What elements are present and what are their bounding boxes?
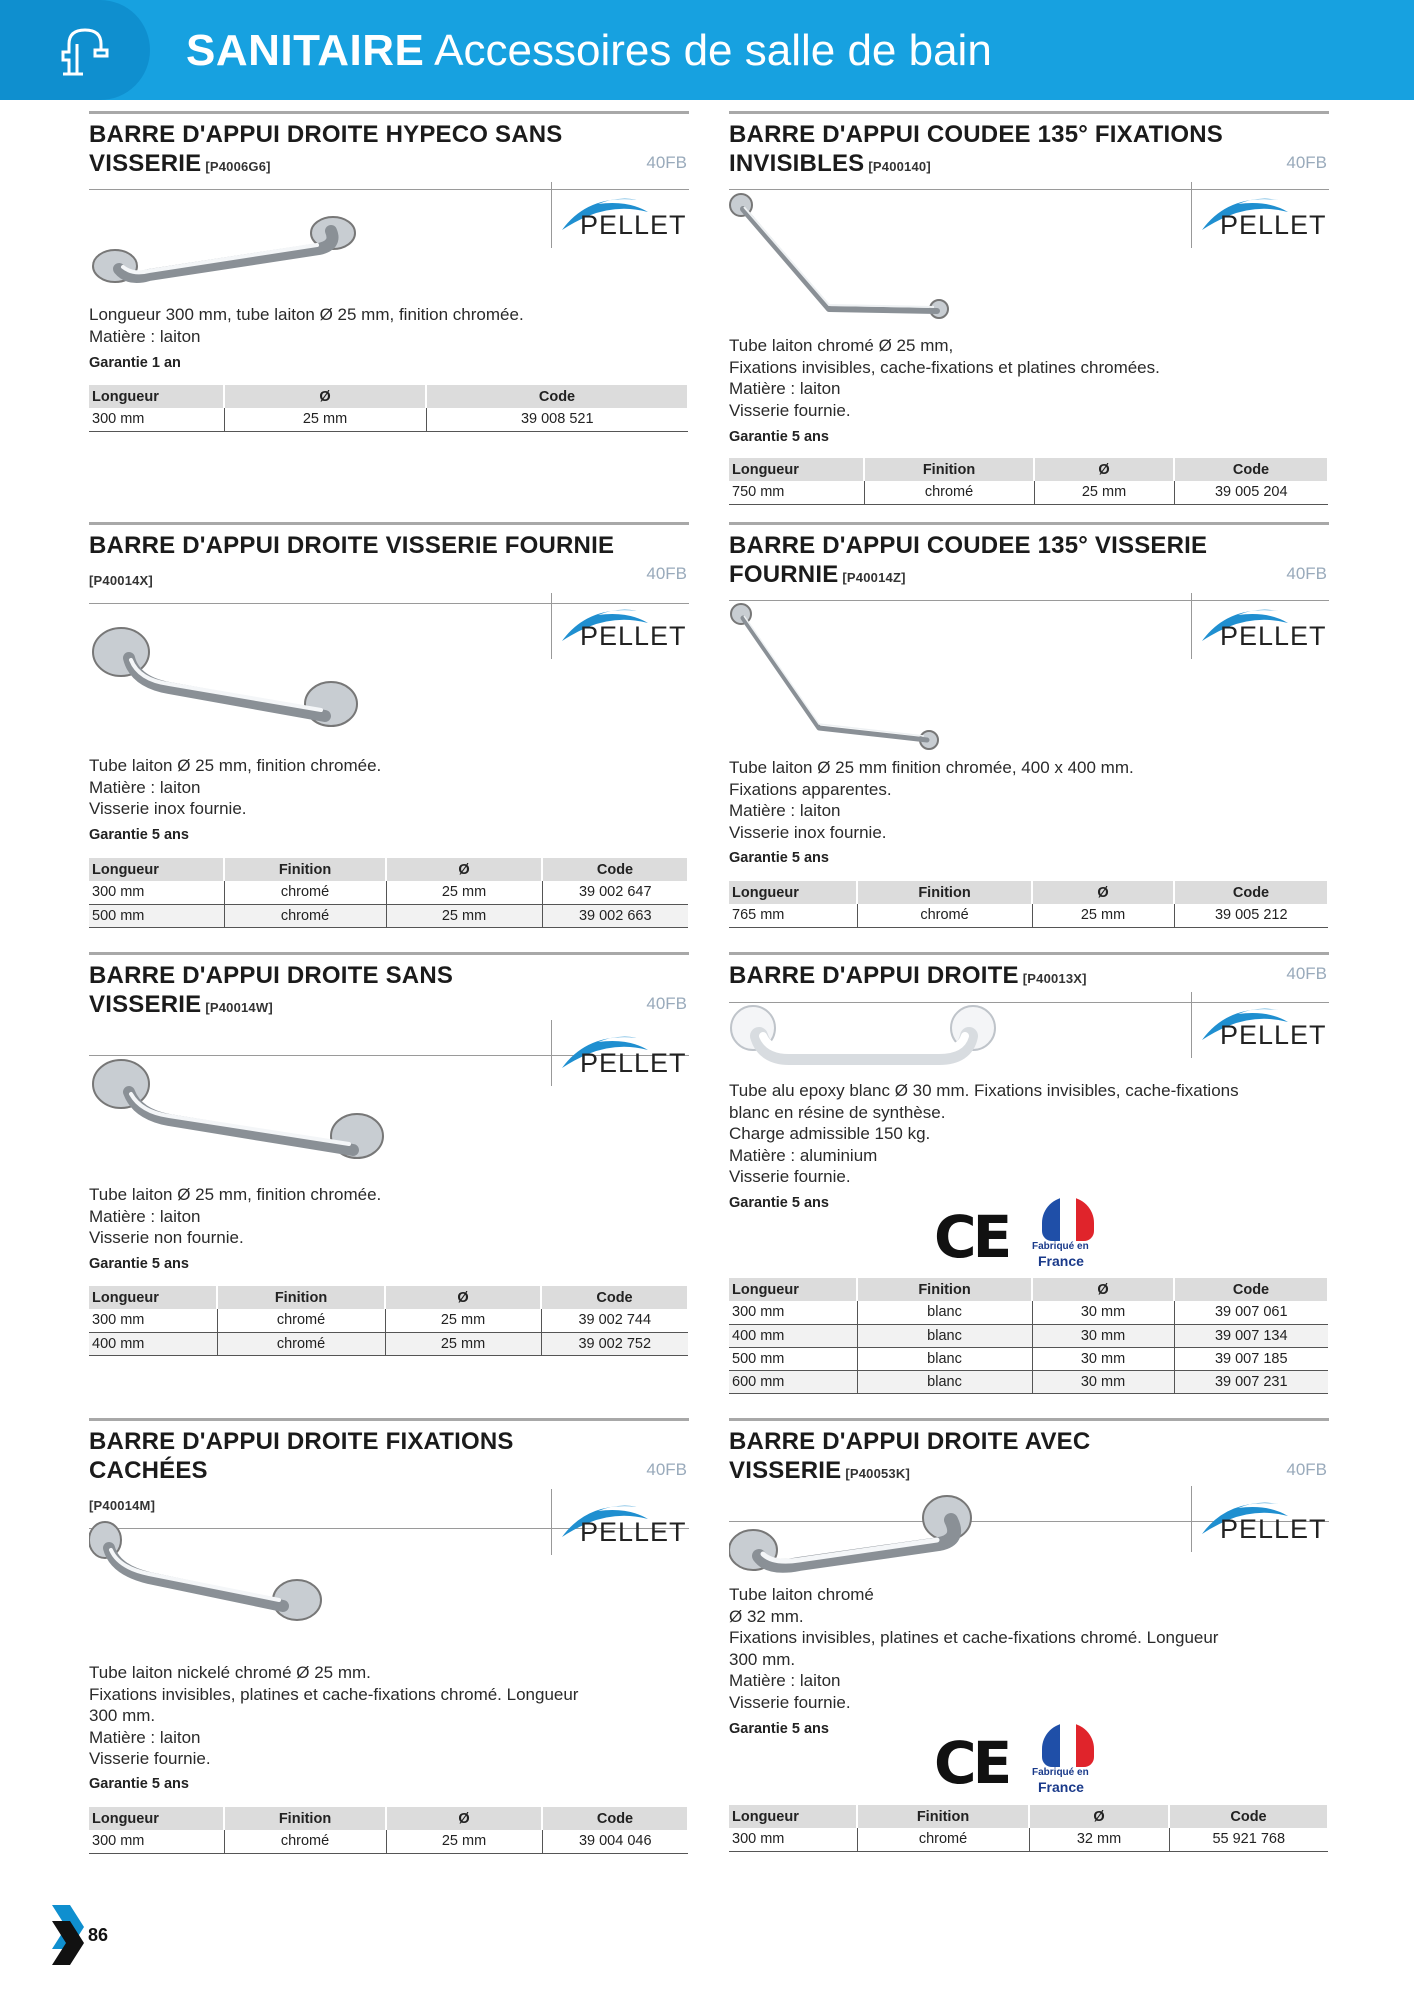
table-cell: chromé — [217, 1309, 385, 1332]
table-header-row — [729, 1805, 1328, 1828]
angled-grab-bar-image — [729, 600, 949, 760]
table-header-row — [729, 1278, 1328, 1301]
description-line: Tube laiton Ø 25 mm finition chromée, 400 x 400 mm. — [729, 758, 1134, 777]
page-number: 86 — [88, 1925, 109, 1945]
table-row — [729, 1301, 1328, 1324]
column-header: Finition — [857, 1278, 1032, 1301]
product-title-text: BARRE D'APPUI DROITE VISSERIE FOURNIE — [89, 532, 615, 559]
description-line: Visserie fournie. — [89, 1749, 211, 1768]
table-cell: 750 mm — [729, 481, 864, 504]
spec-table — [729, 1805, 1329, 1852]
product-description — [89, 755, 679, 820]
product-card — [729, 1418, 1329, 1858]
table-cell: 300 mm — [729, 1828, 857, 1851]
table-cell: 300 mm — [89, 1830, 224, 1853]
table-cell: 39 002 744 — [541, 1309, 688, 1332]
brand-name: PELLET — [580, 1048, 687, 1078]
column-header: Ø — [1032, 881, 1174, 904]
table-row — [89, 881, 688, 904]
table-cell: 39 004 046 — [542, 1830, 688, 1853]
product-ref: [P40014Z] — [842, 570, 906, 585]
column-header: Longueur — [89, 1286, 217, 1309]
table-cell: chromé — [224, 881, 386, 904]
table-cell: 300 mm — [89, 1309, 217, 1332]
table-cell: 55 921 768 — [1169, 1828, 1328, 1851]
product-title-text: BARRE D'APPUI DROITE FIXATIONS CACHÉES — [89, 1428, 514, 1484]
product-ref: [P40014W] — [205, 1000, 273, 1015]
description-line: Visserie fournie. — [729, 1692, 851, 1712]
description-line: Fixations invisibles, platines et cache-fixations chromé. Longueur — [89, 1684, 579, 1704]
description-line: 300 mm. — [89, 1706, 156, 1725]
column-header: Finition — [224, 858, 386, 881]
table-cell: 30 mm — [1032, 1324, 1174, 1347]
warranty-label: Garantie 5 ans — [89, 827, 189, 843]
product-title-text: BARRE D'APPUI DROITE — [729, 962, 1019, 989]
table-row — [89, 1830, 688, 1853]
warranty-label: Garantie 5 ans — [729, 850, 829, 866]
table-cell: 39 002 663 — [542, 904, 688, 927]
product-ref: [P40013X] — [1022, 971, 1087, 986]
column-header: Ø — [385, 1286, 541, 1309]
product-title — [89, 120, 689, 181]
column-header: Ø — [224, 385, 426, 408]
table-header-row — [89, 1807, 688, 1830]
product-description — [89, 1184, 679, 1249]
divider — [729, 952, 1329, 955]
pellet-logo — [551, 593, 689, 659]
description-line: Matière : aluminium — [729, 1145, 878, 1165]
product-fb: 40FB — [1286, 1460, 1327, 1479]
column-header: Ø — [386, 1807, 542, 1830]
page-title — [186, 26, 992, 76]
white-grab-bar-image — [729, 1000, 999, 1070]
table-cell: 39 007 231 — [1174, 1370, 1328, 1393]
table-cell: chromé — [224, 1830, 386, 1853]
table-row — [729, 1347, 1328, 1370]
product-description — [729, 335, 1319, 421]
product-ref: [P40014X] — [89, 573, 153, 588]
product-ref: [P4006G6] — [205, 159, 271, 174]
warranty-label: Garantie 5 ans — [89, 1256, 189, 1272]
column-header: Longueur — [729, 1805, 857, 1828]
column-header: Code — [542, 858, 688, 881]
angled-grab-bar-image — [729, 191, 969, 331]
spec-table — [89, 858, 689, 928]
product-title-text: BARRE D'APPUI COUDEE 135° VISSERIE FOURNIE — [729, 532, 1208, 588]
column-header: Code — [1174, 458, 1328, 481]
description-line: Visserie inox fournie. — [89, 799, 247, 818]
table-cell: chromé — [864, 481, 1034, 504]
table-cell: 39 005 204 — [1174, 481, 1328, 504]
table-cell: 500 mm — [89, 904, 224, 927]
page-header — [0, 0, 1414, 100]
table-cell: 765 mm — [729, 904, 857, 927]
description-line: Fixations invisibles, cache-fixations et platines chromées. — [729, 357, 1160, 377]
table-cell: 25 mm — [1034, 481, 1174, 504]
category-subtitle: Accessoires de salle de bain — [434, 26, 992, 75]
product-card — [729, 111, 1329, 511]
description-line: Fixations apparentes. — [729, 779, 892, 799]
product-title — [729, 120, 1329, 181]
description-line: Ø 32 mm. — [729, 1606, 804, 1626]
category-label: SANITAIRE — [186, 26, 425, 75]
column-header: Finition — [217, 1286, 385, 1309]
column-header: Longueur — [89, 858, 224, 881]
straight-grab-bar-image — [89, 1518, 329, 1628]
description-line: Tube alu epoxy blanc Ø 30 mm. Fixations invisibles, cache-fixations — [729, 1081, 1239, 1100]
table-cell: 32 mm — [1029, 1828, 1169, 1851]
description-line: Visserie fournie. — [729, 1167, 851, 1186]
spec-table — [89, 1807, 689, 1854]
straight-grab-bar-image — [89, 211, 359, 291]
table-row — [729, 481, 1328, 504]
table-row — [89, 1309, 688, 1332]
table-header-row — [89, 858, 688, 881]
pellet-logo — [1191, 182, 1329, 248]
product-fb: 40FB — [1286, 564, 1327, 583]
brand-name: PELLET — [1220, 1514, 1327, 1544]
product-title — [89, 961, 689, 1022]
product-card — [89, 111, 689, 441]
column-header: Code — [426, 385, 688, 408]
column-header: Longueur — [729, 458, 864, 481]
product-description — [729, 1080, 1319, 1188]
france-flag-icon — [1042, 1197, 1094, 1241]
product-description — [89, 304, 679, 347]
product-title — [729, 961, 1329, 993]
spec-table — [729, 1278, 1329, 1394]
divider — [729, 111, 1329, 114]
divider — [89, 1418, 689, 1421]
product-card — [89, 1418, 689, 1858]
column-header: Finition — [857, 1805, 1029, 1828]
made-in-country: France — [1038, 1253, 1084, 1269]
table-cell: 25 mm — [385, 1309, 541, 1332]
column-header: Ø — [386, 858, 542, 881]
warranty-label: Garantie 5 ans — [729, 1721, 829, 1737]
column-header: Ø — [1032, 1278, 1174, 1301]
table-cell: 30 mm — [1032, 1347, 1174, 1370]
table-row — [89, 408, 688, 431]
product-fb: 40FB — [646, 1460, 687, 1479]
description-line: Matière : laiton — [729, 1671, 841, 1690]
table-cell: blanc — [857, 1347, 1032, 1370]
table-cell: blanc — [857, 1324, 1032, 1347]
table-cell: blanc — [857, 1370, 1032, 1393]
table-row — [89, 1332, 688, 1355]
table-header-row — [729, 458, 1328, 481]
product-ref: [P40053K] — [845, 1466, 910, 1481]
table-cell: 600 mm — [729, 1370, 857, 1393]
description-line: Matière : laiton — [729, 379, 841, 398]
product-card — [729, 522, 1329, 942]
pellet-logo — [1191, 992, 1329, 1058]
faucet-icon — [55, 22, 115, 82]
table-cell: 400 mm — [89, 1332, 217, 1355]
warranty-label: Garantie 5 ans — [729, 429, 829, 445]
description-line: blanc en résine de synthèse. — [729, 1102, 946, 1122]
straight-grab-bar-image — [89, 622, 369, 732]
straight-grab-bar-image — [729, 1490, 979, 1590]
table-cell: 39 005 212 — [1174, 904, 1328, 927]
description-line: Tube laiton Ø 25 mm, finition chromée. — [89, 1185, 382, 1204]
table-cell: 300 mm — [89, 408, 224, 431]
warranty-label: Garantie 1 an — [89, 355, 181, 371]
certification-marks — [934, 1197, 1104, 1271]
table-cell: 25 mm — [385, 1332, 541, 1355]
product-fb: 40FB — [1286, 964, 1327, 983]
brand-name: PELLET — [580, 210, 687, 240]
pellet-logo — [551, 1489, 689, 1555]
made-in-label: Fabriqué en — [1032, 1767, 1089, 1778]
description-line: Visserie non fournie. — [89, 1228, 244, 1247]
table-row — [729, 1324, 1328, 1347]
product-title-text: BARRE D'APPUI COUDEE 135° FIXATIONS INVISIBLES — [729, 121, 1223, 177]
product-ref: [P400140] — [868, 159, 931, 174]
product-title-text: BARRE D'APPUI DROITE AVEC VISSERIE — [729, 1428, 1091, 1484]
product-title — [89, 531, 689, 595]
table-cell: 300 mm — [89, 881, 224, 904]
description-line: Longueur 300 mm, tube laiton Ø 25 mm, finition chromée. — [89, 305, 524, 324]
table-cell: 39 002 647 — [542, 881, 688, 904]
table-cell: 39 007 185 — [1174, 1347, 1328, 1370]
table-cell: chromé — [857, 904, 1032, 927]
product-fb: 40FB — [646, 153, 687, 172]
column-header: Code — [1169, 1805, 1328, 1828]
product-title-text: BARRE D'APPUI DROITE SANS VISSERIE — [89, 962, 454, 1018]
table-cell: chromé — [224, 904, 386, 927]
column-header: Code — [541, 1286, 688, 1309]
product-description — [729, 757, 1319, 843]
table-header-row — [89, 385, 688, 408]
table-cell: 30 mm — [1032, 1370, 1174, 1393]
column-header: Code — [1174, 1278, 1328, 1301]
description-line: Tube laiton chromé Ø 25 mm, — [729, 336, 954, 355]
description-line: Matière : laiton — [89, 777, 201, 797]
description-line: Matière : laiton — [729, 801, 841, 820]
divider — [89, 522, 689, 525]
spec-table — [89, 385, 689, 432]
table-cell: 500 mm — [729, 1347, 857, 1370]
ce-mark-icon: CE — [934, 1729, 1009, 1797]
divider — [89, 952, 689, 955]
description-line: Tube laiton nickelé chromé Ø 25 mm. — [89, 1663, 371, 1682]
product-fb: 40FB — [646, 994, 687, 1013]
description-line: Visserie fournie. — [729, 400, 851, 420]
table-cell: 39 002 752 — [541, 1332, 688, 1355]
france-flag-icon — [1042, 1723, 1094, 1767]
brand-name: PELLET — [1220, 621, 1327, 651]
column-header: Finition — [224, 1807, 386, 1830]
column-header: Longueur — [89, 1807, 224, 1830]
product-card — [729, 952, 1329, 1402]
column-header: Longueur — [729, 1278, 857, 1301]
pellet-logo — [1191, 593, 1329, 659]
made-in-label: Fabriqué en — [1032, 1241, 1089, 1252]
table-cell: 25 mm — [386, 904, 542, 927]
description-line: Fixations invisibles, platines et cache-fixations chromé. Longueur — [729, 1628, 1219, 1647]
column-header: Ø — [1029, 1805, 1169, 1828]
divider — [729, 1418, 1329, 1421]
table-cell: 25 mm — [224, 408, 426, 431]
spec-table — [729, 881, 1329, 928]
table-cell: 25 mm — [1032, 904, 1174, 927]
column-header: Longueur — [729, 881, 857, 904]
divider — [89, 111, 689, 114]
description-line: Charge admissible 150 kg. — [729, 1124, 931, 1143]
table-cell: chromé — [217, 1332, 385, 1355]
column-header: Code — [1174, 881, 1328, 904]
description-line: Matière : laiton — [89, 1206, 201, 1226]
straight-grab-bar-image — [89, 1054, 389, 1174]
table-cell: 300 mm — [729, 1301, 857, 1324]
column-header: Ø — [1034, 458, 1174, 481]
product-description — [89, 1662, 679, 1770]
header-icon-box — [0, 0, 150, 100]
spec-table — [729, 458, 1329, 505]
pellet-logo — [551, 182, 689, 248]
pellet-logo — [1191, 1486, 1329, 1552]
table-cell: blanc — [857, 1301, 1032, 1324]
table-row — [729, 1370, 1328, 1393]
product-fb: 40FB — [646, 564, 687, 583]
description-line: 300 mm. — [729, 1649, 796, 1669]
product-fb: 40FB — [1286, 153, 1327, 172]
table-cell: 25 mm — [386, 881, 542, 904]
warranty-label: Garantie 5 ans — [89, 1776, 189, 1792]
description-line: Visserie inox fournie. — [729, 822, 887, 842]
table-row — [729, 1828, 1328, 1851]
product-card — [89, 952, 689, 1372]
warranty-label: Garantie 5 ans — [729, 1195, 829, 1211]
divider — [729, 522, 1329, 525]
table-cell: 39 007 134 — [1174, 1324, 1328, 1347]
table-cell: 30 mm — [1032, 1301, 1174, 1324]
product-card — [89, 522, 689, 942]
column-header: Longueur — [89, 385, 224, 408]
product-description — [729, 1584, 1319, 1713]
product-ref: [P40014M] — [89, 1498, 156, 1513]
table-cell: 39 008 521 — [426, 408, 688, 431]
table-cell: 25 mm — [386, 1830, 542, 1853]
table-cell: 39 007 061 — [1174, 1301, 1328, 1324]
product-title — [729, 531, 1329, 592]
brand-name: PELLET — [1220, 210, 1327, 240]
product-title — [729, 1427, 1329, 1488]
description-line: Matière : laiton — [89, 326, 201, 346]
column-header: Finition — [864, 458, 1034, 481]
spec-table — [89, 1286, 689, 1356]
ce-mark-icon: CE — [934, 1203, 1009, 1271]
table-row — [729, 904, 1328, 927]
description-line: Matière : laiton — [89, 1727, 201, 1747]
certification-marks — [934, 1723, 1104, 1797]
table-cell: chromé — [857, 1828, 1029, 1851]
product-title-text: BARRE D'APPUI DROITE HYPECO SANS VISSERIE — [89, 121, 563, 177]
table-header-row — [89, 1286, 688, 1309]
description-line: Tube laiton Ø 25 mm, finition chromée. — [89, 756, 382, 775]
brand-name: PELLET — [580, 621, 687, 651]
column-header: Code — [542, 1807, 688, 1830]
pellet-logo — [551, 1020, 689, 1086]
table-row — [89, 904, 688, 927]
brand-name: PELLET — [1220, 1020, 1327, 1050]
column-header: Finition — [857, 881, 1032, 904]
brand-name: PELLET — [580, 1517, 687, 1547]
made-in-country: France — [1038, 1779, 1084, 1795]
table-header-row — [729, 881, 1328, 904]
description-line: Tube laiton chromé — [729, 1585, 874, 1604]
table-cell: 400 mm — [729, 1324, 857, 1347]
